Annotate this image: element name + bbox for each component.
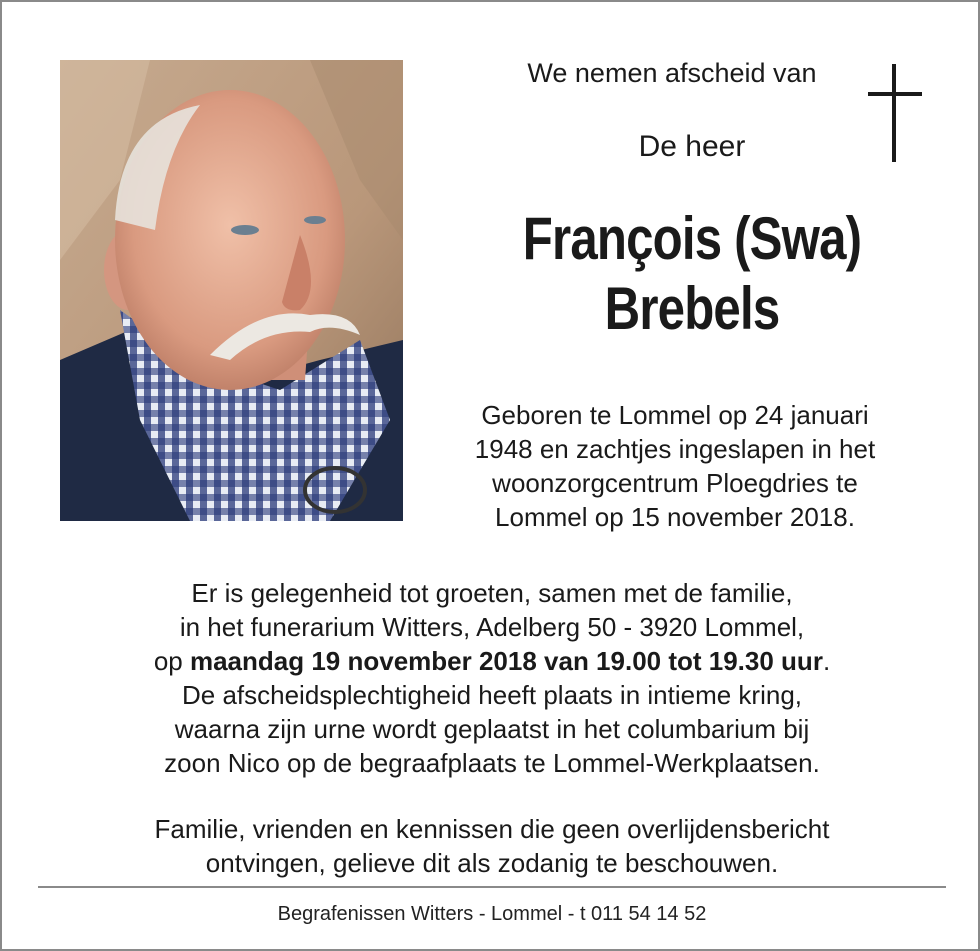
funeral-home-footer: Begrafenissen Witters - Lommel - t 011 54 14 52 <box>277 903 707 925</box>
visitation-line: zoon Nico op de begraafplaats te Lommel-Werkplaatsen. <box>164 748 820 778</box>
visitation-line: waarna zijn urne wordt geplaatst in het columbarium bij <box>174 714 810 744</box>
honorific: De heer <box>638 130 746 163</box>
born-line: 1948 en zachtjes ingeslapen in het <box>474 434 876 464</box>
visitation-line: De afscheidsplechtigheid heeft plaats in intieme kring, <box>181 680 803 710</box>
portrait-photo <box>60 60 403 521</box>
intro-text: We nemen afscheid van <box>527 58 817 88</box>
deceased-name <box>487 204 897 344</box>
notice-text <box>22 812 962 880</box>
born-line: Geboren te Lommel op 24 januari <box>481 400 869 430</box>
visitation-text <box>22 576 962 780</box>
visitation-line: in het funerarium Witters, Adelberg 50 - 3920 Lommel, <box>179 612 805 642</box>
birth-death-text <box>420 398 930 534</box>
name-line-2: Brebels <box>604 275 780 342</box>
name-line-1: François (Swa) <box>522 205 862 272</box>
born-line: Lommel op 15 november 2018. <box>495 502 855 532</box>
visitation-line: Er is gelegenheid tot groeten, samen met de familie, <box>191 578 793 608</box>
footer-divider <box>38 886 946 888</box>
notice-line: ontvingen, gelieve dit als zodanig te beschouwen. <box>205 848 779 878</box>
visitation-date-line: op maandag 19 november 2018 van 19.00 tot 19.30 uur. <box>153 646 831 676</box>
born-line: woonzorgcentrum Ploegdries te <box>492 468 858 498</box>
visitation-date: maandag 19 november 2018 van 19.00 tot 19.30 uur <box>189 646 823 676</box>
notice-line: Familie, vrienden en kennissen die geen overlijdensbericht <box>154 814 830 844</box>
